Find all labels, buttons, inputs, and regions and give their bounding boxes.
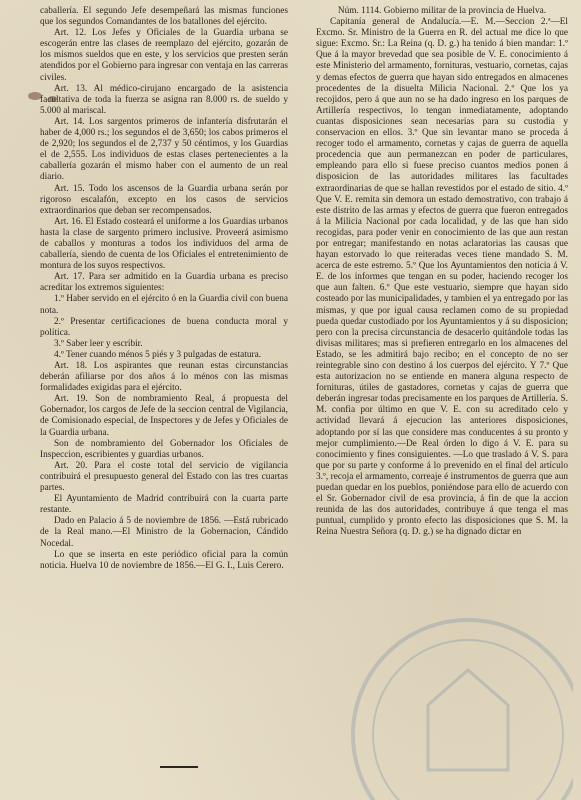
paragraph: Son de nombramiento del Gobernador los Oficiales de Inspeccion, escribientes y guardias urbanos. [40, 438, 288, 460]
requirement-1: 1.º Haber servido en el ejército ó en la Guardia civil con buena nota. [40, 294, 288, 316]
article-18: Art. 18. Los aspirantes que reunan estas circunstancias deberán afiliarse por dos años á lo ménos con las mismas formalidades exigidas para el ejército. [40, 361, 288, 394]
article-15: Art. 15. Todo los ascensos de la Guardia urbana serán por rigoroso escalafón, excepto en los casos de servicios extraordinarios que deban ser recompensados. [40, 183, 288, 216]
royal-order-text: Capitanía general de Andalucía.—E. M.—Seccion 2.ª—El Excmo. Sr. Ministro de la Guerra en R. del actual me dice lo que sigue: Excmo. Sr.: La Reina (q. D. g.) ha tenido á bien mandar: 1.º Que á la mayor brevedad que sea posible de V. E. conocimiento á este Ministerio del armamento, fornituras, vestuario, cornetas, cajas y demas efectos de guerra que hayan sido entregados en almacenes procedentes de la disuelta Milicia Nacional. 2.º Que los ya recojidos, pero á que aun no se ha dado ingreso en los parques de Artillería respectivos, lo tengan inmediatamente, adoptando cuantas disposiciones sean necesarias para su custodia y conservacion en ellos. 3.º Que sin levantar mano se proceda á recoger todo el armamento, cornetas y cajas de guerra de aquella procedencia que aun permanezcan en poder de particulares, empleando para ello si fuese preciso cuantos medios ponen á disposicion de las autoridades militares las facultades extraordinarias de que se hallan revestidos por el estado de sitio. 4.º Que V. E. remita sin demora un estado demostrativo, con trabajo á este distrito de las armas y efectos de guerra que fueron entregados á la Milicia Nacional por cada localidad, y de las que han sido recogidas, para poder venir en conocimiento de las que aun restan por entregar; manifestando en notas aclaratorias las causas que hayan estorvado lo que reiteradas veces tiene mandado S. M. acerca de este estremo. 5.º Que los Ayuntamientos den noticia á V. E. de los informes que tengan en su poder, haciendo recoger los que aun falten. 6.º Que este vestuario, siempre que hayan sido costeado por las municipalidades, y tambien el ya entregado por las mismas, y que por igual causa reclamen como de su propiedad pueda quedar custodiado por los Ayuntamientos y á su disposicion; pero con la precisa circunstancia de desacerlo quitándole todas las divisas militares; mas si prefieren entregarlo en los almacenes del Estado, se les admitirá bajo recibo; en el concepto de no ser reintegrable sino con destino á los cuerpos del ejército. Y 7.º Que esta autorizacion no se entiende en manera alguna respecto de fornituras, útiles de gastadores, cornetas y cajas de guerra que deberán ingresar todas precisamente en los parques de Artillería. S. M. confia por último en que V. E. con su acreditado celo y actividad llevará á ejecucion las anteriores disposiciones, adoptando por sí las que considere mas conducentes á su pronto y mejor cumplimiento.—De Real órden lo digo á V. E. para su conocimiento y fines consiguientes. —Lo que traslado á V. S. para que por su parte y conforme á lo prevenido en el final del artículo 3.º, recoja el armamento, correaje é instrumentos de guerra que aun puedan quedar en los pueblos, poniéndose para ello de acuerdo con el Sr. Gobernador civil de esa provincia, á fin de que la accion reunida de las dos autoridades, contribuye á que tenga el mas puntual, cumplido y pronto efecto las disposiciones que S. M. la Reina Nuestra Señora (q. D. g.) se ha dignado dictar en [316, 17, 568, 538]
requirement-4: 4.º Tener cuando ménos 5 piés y 3 pulgadas de estatura. [54, 349, 262, 360]
column-end-rule [160, 766, 198, 768]
article-17: Art. 17. Para ser admitido en la Guardia urbana es preciso acreditar los extremos siguientes: [40, 272, 288, 294]
article-14: Art. 14. Los sargentos primeros de infantería disfrutarán el haber de 4,000 rs.; los segundos el de 3,650; los cabos primeros el de 2,920; los segundos el de 2,737 y 50 céntimos, y los Guardias el de 2,555. Los individuos de estas clases pertenecientes a la caballería gozarán el mismo haber con el aumento de un real diario. [40, 116, 288, 183]
paragraph: caballería. El segundo Jefe desempeñará las mismas funciones que los segundos Comandantes de los batallones del ejército. [40, 6, 288, 28]
left-column [40, 6, 288, 572]
right-column [316, 6, 568, 539]
decree-signature: Dado en Palacio á 5 de noviembre de 1856. —Está rubricado de la Real mano.—El Ministro de la Gobernacion, Cándido Nocedal. [40, 516, 288, 549]
requirement-2: 2.º Presentar certificaciones de buena conducta moral y política. [40, 316, 288, 338]
requirement-3: 3.º Saber leer y escribir. [54, 338, 143, 349]
article-16: Art. 16. El Estado costeará el uniforme a los Guardias urbanos hasta la clase de sargento primero inclusive. Proveerá asimismo de caballos y monturas a todos los individuos del arma de caballería, siendo de cuenta de los Oficiales el entretenimiento de montura de los suyos respectivos. [40, 216, 288, 272]
article-20: Art. 20. Para el coste total del servicio de vigilancia contribuirá el presupuesto general del Estado con las tres cuartas partes. [40, 460, 288, 494]
article-19: Art. 19. Son de nombramiento Real, á propuesta del Gobernador, los cargos de Jefe de la seccion central de Vigilancia, de Comisionado especial, de Inspectores y de Jefes y Oficiales de la Guardia urbana. [40, 394, 288, 438]
section-heading: Núm. 1114. Gobierno militar de la provincia de Huelva. [337, 6, 547, 16]
publication-note: Lo que se inserta en este periódico oficial para la común noticia. Huelva 10 de noviembre de 1856.—El G. I., Luis Cerero. [40, 549, 288, 571]
article-12: Art. 12. Los Jefes y Oficiales de la Guardia urbana se escogerán entre las clases de reemplazo del ejército, gozarán de los mismos sueldos que en este, y los servicios que presten serán atendidos por el Gobierno para ingresar con ventaja en las carreras civiles. [40, 28, 288, 83]
paragraph: El Ayuntamiento de Madrid contribuirá con la cuarta parte restante. [40, 494, 288, 516]
library-seal-watermark [318, 585, 573, 800]
article-13: Art. 13. Al médico-cirujano encargado de la asistencia facultativa de toda la fuerza se asigna ran 8.000 rs. de sueldo y 5.000 al mariscal. [40, 83, 288, 116]
